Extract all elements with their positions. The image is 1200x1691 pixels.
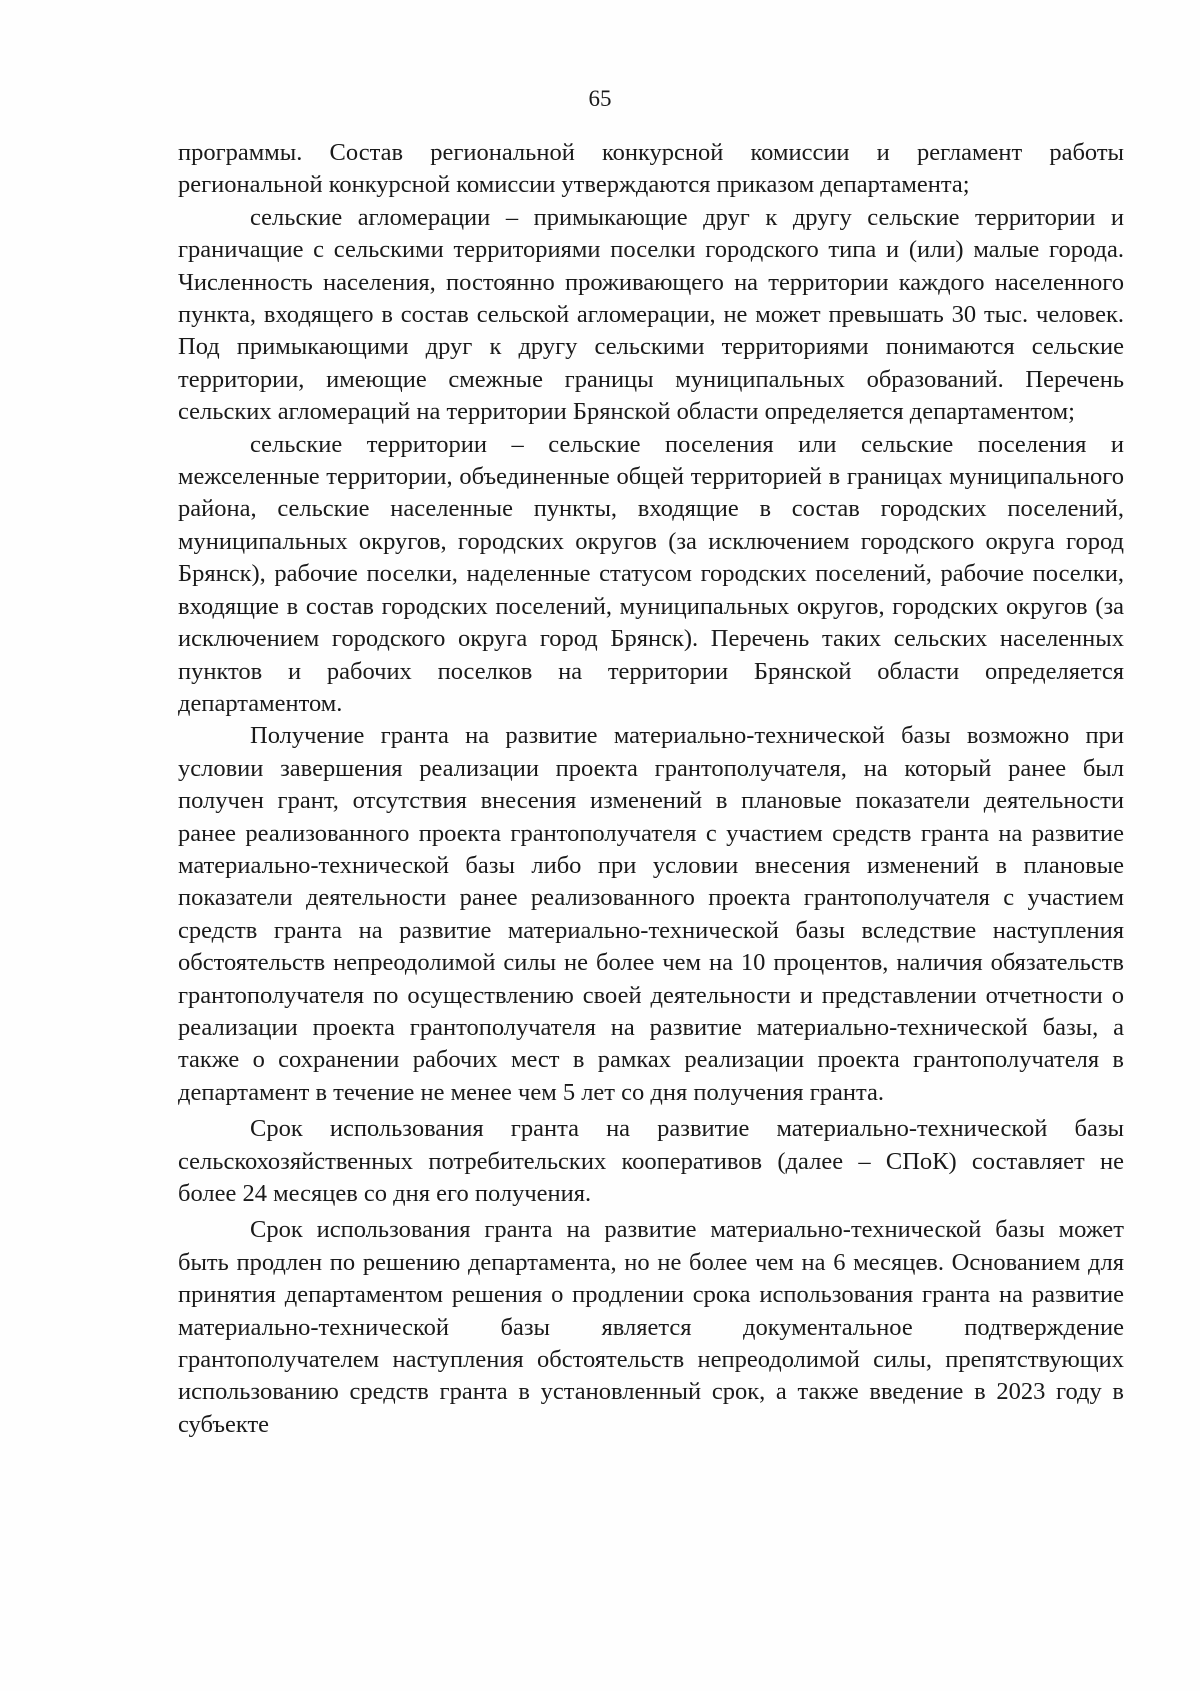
page-number: 65 xyxy=(588,86,612,111)
paragraph-grant-conditions: Получение гранта на развитие материально-технической базы возможно при условии завершения реализации проекта грантополучателя, на который ранее был получен грант, отсутствия внесения изменений в плановые показатели деятельности ранее реализованного проекта грантополучателя с участием средств гранта на развитие материально-технической базы либо при условии внесения изменений в плановые показатели деятельности ранее реализованного проекта грантополучателя с участием средств гранта на развитие материально-технической базы вследствие наступления обстоятельств непреодолимой силы не более чем на 10 процентов, наличия обязательств грантополучателя по осуществлению своей деятельности и представлении отчетности о реализации проекта грантополучателя на развитие материально-технической базы, а также о сохранении рабочих мест в рамках реализации проекта грантополучателя в департамент в течение не менее чем 5 лет со дня получения гранта. xyxy=(178,722,1124,1106)
paragraph-rural-agglomerations: сельские агломерации – примыкающие друг к другу сельские территории и граничащие с сельскими территориями поселки городского типа и (или) малые города. Численность населения, постоянно проживающего на территории каждого населенного пункта, входящего в состав сельской агломерации, не может превышать 30 тыс. человек. Под примыкающими друг к другу сельскими территориями понимаются сельские территории, имеющие смежные границы муниципальных образований. Перечень сельских агломераций на территории Брянской области определяется департаментом; xyxy=(178,203,1124,426)
paragraph-grant-term: Срок использования гранта на развитие материально-технической базы сельскохозяйственных потребительских кооперативов (далее – СПоК) составляет не более 24 месяцев со дня его получения. xyxy=(178,1115,1124,1207)
paragraph-commission: программы. Состав региональной конкурсной комиссии и регламент работы региональной конкурсной комиссии утверждаются приказом департамента; xyxy=(178,139,1124,199)
paragraph-grant-extension: Срок использования гранта на развитие материально-технической базы может быть продлен по решению департамента, но не более чем на 6 месяцев. Основанием для принятия департаментом решения о продлении срока использования гранта на развитие материально-технической базы является документальное подтверждение грантополучателем наступления обстоятельств непреодолимой силы, препятствующих использованию средств гранта в установленный срок, а также введение в 2023 году в субъекте xyxy=(178,1216,1124,1438)
paragraph-rural-territories: сельские территории – сельские поселения или сельские поселения и межселенные территории, объединенные общей территорией в границах муниципального района, сельские населенные пункты, входящие в состав городских поселений, муниципальных округов, городских округов (за исключением городского округа город Брянск), рабочие поселки, наделенные статусом городских поселений, рабочие поселки, входящие в состав городских поселений, муниципальных округов, городских округов (за исключением городского округа город Брянск). Перечень таких сельских населенных пунктов и рабочих поселков на территории Брянской области определяется департаментом. xyxy=(178,430,1124,717)
document-body xyxy=(178,137,1124,1441)
